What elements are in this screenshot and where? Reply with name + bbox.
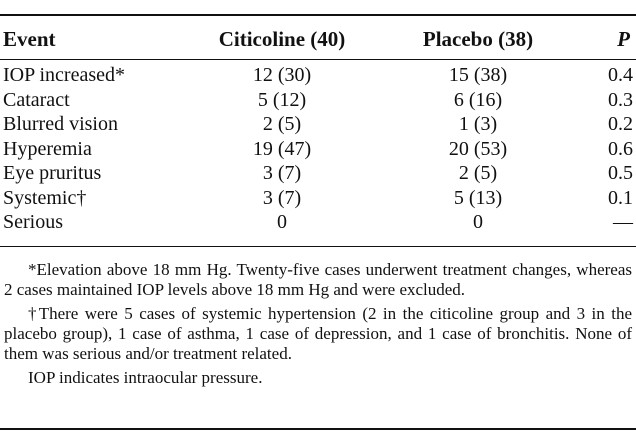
cell-event: Blurred vision — [3, 113, 118, 135]
header-citicoline: Citicoline (40) — [218, 27, 346, 51]
footnote-iop-elevation: *Elevation above 18 mm Hg. Twenty-five cases underwent treatment changes, whereas 2 cases maintained IOP levels above 18 mm Hg and were excluded. — [4, 260, 632, 299]
header-p-value: P — [617, 27, 630, 51]
footnote-abbreviation: IOP indicates intraocular pressure. — [28, 368, 263, 387]
cell-citicoline: 2 (5) — [262, 113, 302, 135]
cell-placebo: 1 (3) — [458, 113, 498, 135]
cell-citicoline: 12 (30) — [252, 64, 312, 86]
cell-citicoline: 5 (12) — [257, 88, 307, 111]
cell-event: Systemic† — [3, 186, 87, 209]
cell-p-value: 0.4 — [608, 64, 633, 86]
table-row — [0, 88, 636, 113]
cell-event: Eye pruritus — [3, 162, 102, 184]
footnote-systemic: †There were 5 cases of systemic hypertension (2 in the citicoline group and 3 in the placebo group), 1 case of asthma, 1 case of depression, and 1 case of bronchitis. None of them was serious and/or treatment related. — [4, 304, 632, 363]
cell-placebo: 15 (38) — [448, 64, 508, 86]
table-row — [0, 63, 636, 88]
table-body — [0, 63, 636, 235]
header-placebo: Placebo (38) — [422, 27, 534, 51]
cell-citicoline: 3 (7) — [262, 162, 302, 184]
cell-citicoline: 19 (47) — [252, 137, 312, 160]
cell-event: Cataract — [3, 88, 70, 111]
cell-placebo: 6 (16) — [453, 88, 503, 111]
cell-p-value: 0.5 — [608, 162, 633, 184]
cell-placebo: 20 (53) — [448, 137, 508, 160]
table-row — [0, 112, 636, 137]
cell-event: Hyperemia — [3, 137, 92, 160]
cell-citicoline: 0 — [277, 211, 287, 233]
table-row — [0, 137, 636, 162]
cell-p-value: — — [613, 211, 633, 233]
cell-p-value: 0.3 — [608, 88, 633, 111]
cell-event: IOP increased* — [3, 64, 125, 86]
cell-placebo: 0 — [473, 211, 483, 233]
footnotes — [4, 260, 632, 392]
header-event: Event — [3, 27, 56, 51]
closing-rule — [0, 428, 636, 430]
table-row — [0, 210, 636, 235]
table-row — [0, 186, 636, 211]
table-row — [0, 161, 636, 186]
cell-placebo: 5 (13) — [453, 186, 503, 209]
cell-p-value: 0.2 — [608, 113, 633, 135]
cell-citicoline: 3 (7) — [262, 186, 302, 209]
cell-p-value: 0.1 — [608, 186, 633, 209]
cell-p-value: 0.6 — [608, 137, 633, 160]
header-rule — [0, 59, 636, 60]
cell-placebo: 2 (5) — [458, 162, 498, 184]
cell-event: Serious — [3, 211, 63, 233]
table-top-rule — [0, 14, 636, 16]
table-bottom-rule — [0, 246, 636, 247]
